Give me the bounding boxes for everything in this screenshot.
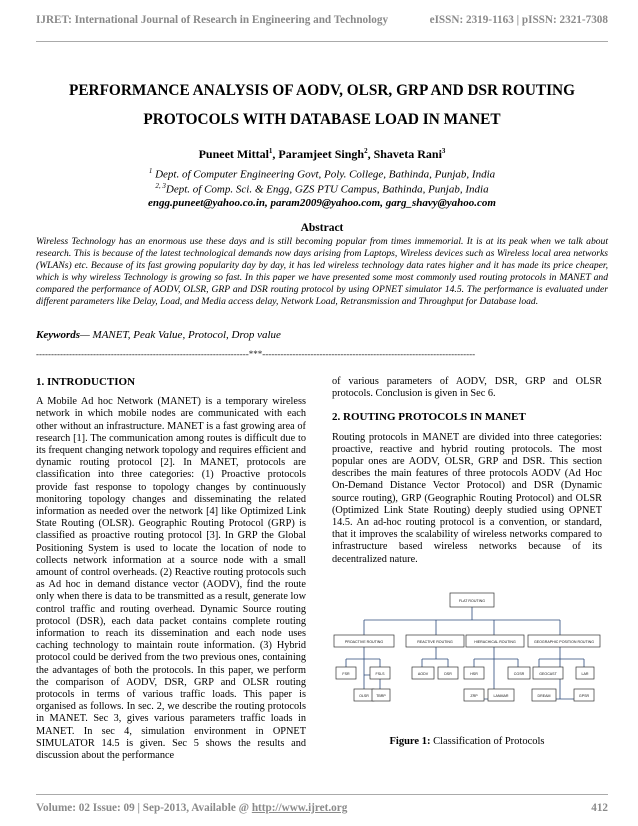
node-lar: LAR [581, 672, 589, 676]
journal-link[interactable]: http://www.ijret.org [251, 802, 348, 814]
classification-diagram [332, 587, 602, 727]
node-lanmar: LANMAR [493, 694, 509, 698]
abstract-heading: Abstract [300, 222, 344, 234]
node-cat-1: PROACTIVE ROUTING [344, 640, 384, 644]
header-rule [36, 41, 608, 42]
author-2-sup: 2 [364, 147, 368, 155]
page-number: 412 [591, 802, 608, 814]
node-gpsr: GPSR [578, 694, 590, 698]
keywords-label: Keywords [36, 329, 80, 341]
left-column [36, 376, 306, 762]
author-1: Puneet Mittal [198, 147, 269, 161]
author-3-sup: 3 [441, 147, 446, 155]
node-aodv: AODV [417, 672, 429, 676]
section-2-heading: 2. ROUTING PROTOCOLS IN MANET [332, 411, 526, 424]
section-2-body: Routing protocols in MANET are divided into three categories: proactive, reactive and hybrid routing protocols. The most popular ones are AODV, OLSR, GRP and DSR. This section describes the main features of three protocols AODV (Ad Hoc On-Demand Distance Vector Protocol) and DSR (Dynamic source routing), GRP (Geographic Routing Protocol) and OLSR (Optimized Link State Routing) deeply studied using OPNET 14.5. An ad-hoc routing protocol is a convention, or standard, that it improves the scalability of wireless networks compared to infrastructure based wireless networks because of its decentralized nature. [332, 431, 602, 565]
figure-label: Figure 1: [389, 736, 431, 747]
affiliation-2 [36, 182, 608, 196]
node-dsr: DSR [444, 672, 452, 676]
aff2-text: Dept. of Comp. Sci. & Engg, GZS PTU Campus, Bathinda, Punjab, India [165, 183, 489, 196]
paper-title [36, 76, 608, 134]
figure-caption [332, 736, 602, 747]
section-1-body: A Mobile Ad hoc Network (MANET) is a temporary wireless network in which mobile nodes are communicated with each other without an infrastructure. MANET is a fast growing area of research [1]. The communication among routes is difficult due to its frequent changing network topology and requires efficient and dynamic routing protocol [2]. In MANET, protocols are classification into three categories: (1) Proactive protocols provide fast response to topology changes by continuously monitoring topology changes and disseminating the related information as needed over the network [4] like Optimized Link State Routing (OLSR). Geographic Routing Protocol (GRP) is classified as proactive routing protocol [3]. In GRP the Global Positioning System is used to locate the location of node to collects network information at a source node with a small amount of control overheads. (2) Reactive routing protocols such as Ad hoc in demand distance vector (AODV), find the route only when there is data to be transmitted as a result, generate low control traffic and routing overhead. Dynamic Source routing protocol (DSR), each data packet contains complete routing information to reach its dissemination and each node uses caching technology to maintain route information. (3) Hybrid protocol could be derived from the two previous ones, containing the advantages of both the protocols. In this paper, we perform the comparison of AODV, DSR, GRP and OLSR routing protocols in terms of various traffic loads. This paper is organised as follows. In sec. 2, we describe the routing protocols in MANET. Sec 3, gives various parameters traffic loads in MANET. In sec 4, simulation environment in OPNET SIMULATOR 14.5 is given. Sec 5 shows the results and discussion about the performance [36, 396, 306, 762]
abstract-body: Wireless Technology has an enormous use these days and is still becoming popular from times immemorial. It is at its peak when we talk about research. This is because of the latest technological demands now days arising from Laptops, Wireless devices such as Wireless local area networks (WLANs) etc. Because of its fast growing popularity day by day, it has led wireless technology data rates higher and it has made its price cheaper, which is why wireless Technology is growing so fast. In this paper we have presented some most commonly used routing protocols in MANET and compared the performance of AODV, OLSR, GRP and DSR routing protocol by using OPNET simulator 14.5. The performance is evaluated under different parameters like Delay, Load, and Media access delay, Network Load, Retransmission and Throughput for Database load. [36, 236, 608, 307]
running-header [36, 14, 608, 30]
running-footer [36, 802, 608, 814]
node-olsr: OLSR [359, 694, 369, 698]
footer-volume-text: Volume: 02 Issue: 09 | Sep-2013, Available @ [36, 802, 252, 814]
node-fsr: FSR [342, 672, 350, 676]
node-zrp: ZRP [470, 694, 478, 698]
node-hsr: HSR [470, 672, 478, 676]
section-1-heading: 1. INTRODUCTION [36, 376, 136, 388]
section-1-continued: of various parameters of AODV, DSR, GRP and OLSR protocols. Conclusion is given in Sec 6. [332, 376, 602, 400]
issn: eISSN: 2319-1163 | pISSN: 2321-7308 [429, 14, 608, 26]
figure-caption-text: Classification of Protocols [430, 736, 545, 747]
author-emails: engg.puneet@yahoo.co.in, param2009@yahoo.com, garg_shavy@yahoo.com [148, 197, 496, 209]
aff1-text: Dept. of Computer Engineering Govt, Poly. College, Bathinda, Punjab, India [155, 168, 496, 181]
node-tbrp: TBRP [376, 694, 386, 698]
node-dream: DREAM [537, 694, 551, 698]
author-list: Puneet Mittal$^1$, Paramjeet Singh$^2$, Shaveta Rani$^3$ [198, 147, 446, 161]
node-fsls: FSLS [375, 672, 385, 676]
edges-reactive [422, 647, 448, 667]
node-cat-2: REACTIVE ROUTING [417, 640, 453, 644]
aff2-sup: 2, 3 [155, 182, 166, 190]
right-column [332, 376, 602, 566]
node-cgsr: CGSR [513, 672, 525, 676]
node-root: FLAT ROUTING [458, 599, 486, 603]
title-line-1: PERFORMANCE ANALYSIS OF AODV, OLSR, GRP AND DSR ROUTING [68, 82, 575, 99]
keywords-text: — MANET, Peak Value, Protocol, Drop value [80, 329, 281, 341]
title-line-2: PROTOCOLS WITH DATABASE LOAD IN MANET [143, 111, 501, 128]
node-cat-3: HIERACHICAL ROUTING [474, 640, 516, 644]
aff1-sup: 1 [148, 167, 153, 175]
author-2: Paramjeet Singh [278, 147, 365, 161]
keywords [36, 329, 608, 341]
affiliation-1 [36, 167, 608, 181]
node-geocast: GEOCAST [539, 672, 557, 676]
author-3: Shaveta Rani [373, 147, 442, 161]
section-separator: -----------------------------------------------------------------------***----------------------------------------------------------------------- [36, 349, 476, 359]
node-cat-4: GEOGRAPHIC POSITION ROUTING [533, 640, 595, 644]
footer-volume [36, 802, 347, 814]
footer-rule [36, 794, 608, 795]
author-1-sup: 1 [268, 147, 273, 155]
journal-name: IJRET: International Journal of Research in Engineering and Technology [36, 14, 389, 26]
